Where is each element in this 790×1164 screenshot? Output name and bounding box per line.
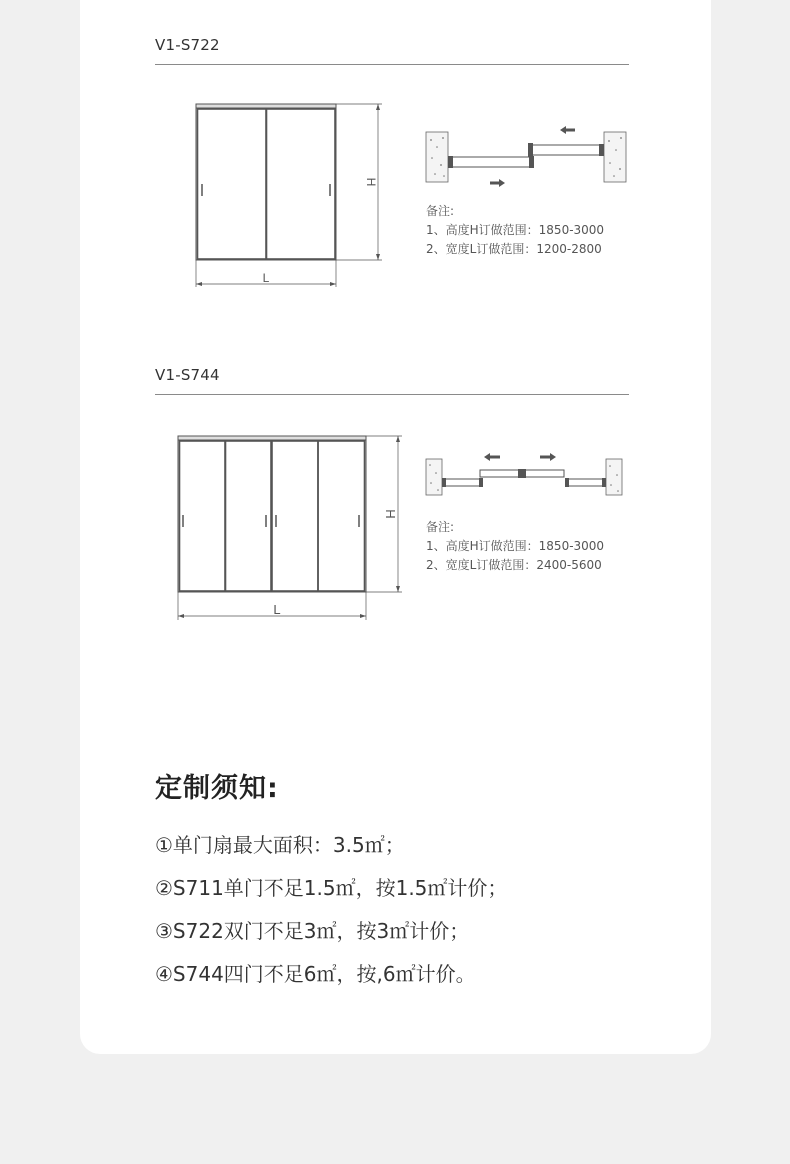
notes-s722	[426, 202, 604, 259]
notes-s744	[426, 518, 604, 575]
model-title-s744: V1-S744	[155, 366, 220, 384]
note-width-range: 2、宽度L订做范围：2400-5600	[426, 558, 602, 572]
dimension-label-width: L	[273, 602, 281, 617]
dimension-label-width: L	[262, 271, 270, 285]
front-elevation-s722	[190, 100, 390, 295]
dimension-label-height: H	[383, 509, 398, 519]
dimension-label-height: H	[364, 177, 378, 187]
section-divider	[155, 394, 629, 395]
plan-view-s722	[420, 120, 635, 190]
notice-item: ①单门扇最大面积：3.5㎡；	[155, 833, 405, 857]
note-height-range: 1、高度H订做范围：1850-3000	[426, 223, 605, 237]
model-title-s722: V1-S722	[155, 36, 220, 54]
notice-item: ④S744四门不足6㎡，按,6㎡计价。	[155, 962, 476, 986]
note-width-range: 2、宽度L订做范围：1200-2800	[426, 242, 602, 256]
notice-title: 定制须知:	[155, 773, 279, 804]
note-height-range: 1、高度H订做范围：1850-3000	[426, 539, 605, 553]
notice-list	[155, 828, 507, 1000]
notice-item: ②S711单门不足1.5㎡，按1.5㎡计价；	[155, 876, 508, 900]
notes-title: 备注:	[426, 204, 455, 218]
notice-item: ③S722双门不足3㎡，按3㎡计价；	[155, 919, 470, 943]
front-elevation-s744	[170, 430, 410, 625]
section-divider	[155, 64, 629, 65]
notes-title: 备注:	[426, 520, 455, 534]
plan-view-s744	[420, 445, 635, 505]
